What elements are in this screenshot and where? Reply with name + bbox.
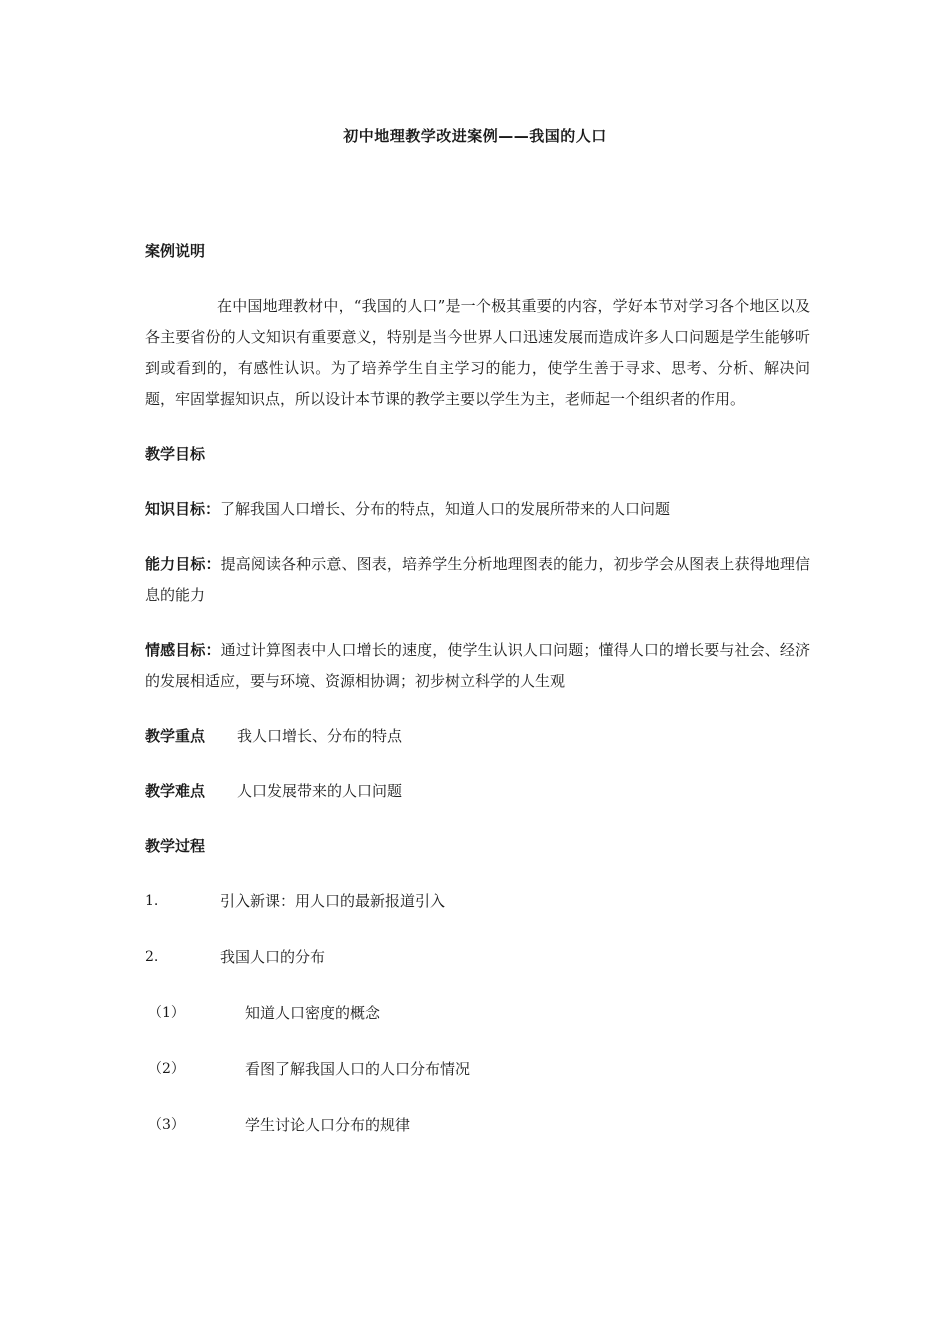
teaching-difficulty	[145, 776, 810, 807]
emotion-goal	[145, 635, 810, 697]
sub-list-item-number: （2）	[148, 1061, 185, 1077]
emotion-goal-label: 情感目标：	[145, 641, 221, 659]
list-item-text: 我国人口的分布	[220, 948, 326, 966]
document-body	[145, 236, 810, 1166]
teaching-focus	[145, 721, 810, 752]
list-item-number: 1.	[145, 893, 159, 909]
case-heading: 案例说明	[145, 242, 206, 260]
list-item	[145, 886, 810, 917]
list-item	[145, 942, 810, 973]
teaching-focus-label: 教学重点	[145, 727, 206, 745]
sub-list-item-text: 知道人口密度的概念	[245, 1004, 381, 1022]
sub-list-item-number: （3）	[148, 1117, 185, 1133]
goals-heading: 教学目标	[145, 445, 206, 463]
teaching-difficulty-text: 人口发展带来的人口问题	[237, 782, 403, 800]
teaching-focus-text: 我人口增长、分布的特点	[237, 727, 403, 745]
document-title: 初中地理教学改进案例——我国的人口	[343, 127, 607, 145]
list-item-number: 2.	[145, 949, 159, 965]
case-paragraph: 在中国地理教材中，“我国的人口”是一个极其重要的内容，学好本节对学习各个地区以及各主要省份的人文知识有重要意义，特别是当今世界人口迅速发展而造成许多人口问题是学生能够听到或看到的，有感性认识。为了培养学生自主学习的能力，使学生善于寻求、思考、分析、解决问题，牢固掌握知识点，所以设计本节课的教学主要以学生为主，老师起一个组织者的作用。	[145, 297, 810, 408]
ability-goal-label: 能力目标：	[145, 555, 221, 573]
process-heading: 教学过程	[145, 837, 206, 855]
ability-goal-text: 提高阅读各种示意、图表，培养学生分析地理图表的能力，初步学会从图表上获得地理信息的能力	[145, 555, 810, 604]
sub-list-item-text: 看图了解我国人口的人口分布情况	[245, 1060, 471, 1078]
knowledge-goal-text: 了解我国人口增长、分布的特点，知道人口的发展所带来的人口问题	[220, 500, 671, 518]
sub-list-item	[145, 1110, 810, 1141]
sub-list-item	[145, 1054, 810, 1085]
list-item-text: 引入新课：用人口的最新报道引入	[220, 892, 446, 910]
sub-list-item-number: （1）	[148, 1005, 185, 1021]
ability-goal	[145, 549, 810, 611]
knowledge-goal-label: 知识目标：	[145, 500, 221, 518]
emotion-goal-text: 通过计算图表中人口增长的速度，使学生认识人口问题；懂得人口的增长要与社会、经济的发展相适应，要与环境、资源相协调；初步树立科学的人生观	[145, 641, 810, 690]
teaching-difficulty-label: 教学难点	[145, 782, 206, 800]
sub-list-item-text: 学生讨论人口分布的规律	[245, 1116, 411, 1134]
knowledge-goal	[145, 494, 810, 525]
sub-list-item	[145, 998, 810, 1029]
